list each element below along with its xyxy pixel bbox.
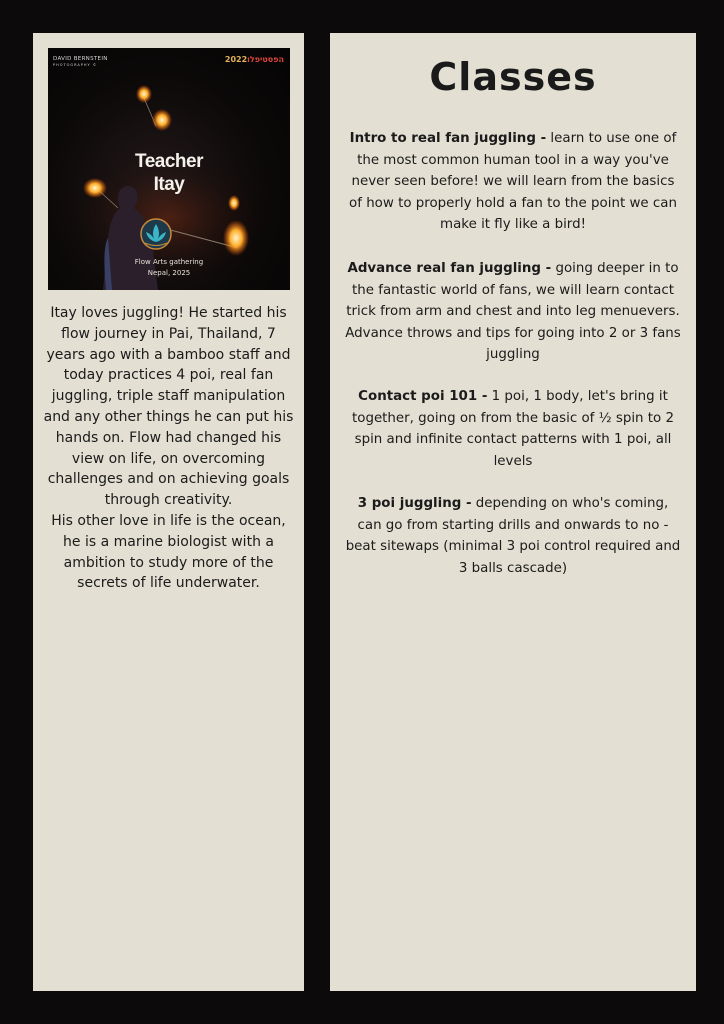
class-item [344,258,682,366]
class-name: Advance real fan juggling - [347,261,552,276]
classes-heading: Classes [429,55,597,99]
class-name: Contact poi 101 - [358,389,488,404]
class-item [344,386,682,472]
bio-paragraph-1: Itay loves juggling! He started his flow journey in Pai, Thailand, 7 years ago with a bamboo staff and today practices 4 poi, real fan juggling, triple staff manipulation and any other things he can put his hands on. Flow had changed his view on life, on overcoming challenges and on achieving goals through creativity. [43,305,294,509]
class-description: going deeper in to the fantastic world of fans, we will learn contact trick from arm and chest and into leg menuevers. Advance throws and tips for going into 2 or 3 fans juggling [345,261,681,362]
teacher-title [48,150,290,196]
class-description: depending on who's coming, can go from starting drills and onwards to no - beat sitewaps (minimal 3 poi control required and 3 balls cascade) [345,496,681,576]
festival-logo-text: הפסטיפלו [247,55,284,64]
photo-caption [48,257,290,279]
festival-logo [225,55,284,64]
photo-caption-line2: Nepal, 2025 [147,269,191,277]
teacher-title-line2: Itay [153,174,185,195]
teacher-bio [43,303,294,594]
class-name: Intro to real fan juggling - [349,131,547,146]
teacher-photo [48,48,290,290]
class-description: learn to use one of the most common human tool in a way you've never seen before! we will learn from the basics of how to properly hold a fan to the point we can make it fly like a bird! [349,131,677,232]
photo-credit-sub: PHOTOGRAPHY © [53,63,98,67]
photo-credit-name: DAVID BERNSTEIN [53,56,108,62]
class-item [344,128,682,236]
classes-panel [330,33,696,991]
photo-caption-line1: Flow Arts gathering [134,258,204,266]
class-description: 1 poi, 1 body, let's bring it together, going on from the basic of ½ spin to 2 spin and infinite contact patterns with 1 poi, all levels [352,389,674,469]
teacher-title-line1: Teacher [135,151,203,172]
bio-paragraph-2: His other love in life is the ocean, he is a marine biologist with a ambition to study more of the secrets of life underwater. [51,512,286,592]
teacher-panel [33,33,304,991]
class-name: 3 poi juggling - [357,496,472,511]
class-item [344,493,682,579]
festival-year: 2022 [224,55,248,64]
photo-credit [53,56,108,68]
